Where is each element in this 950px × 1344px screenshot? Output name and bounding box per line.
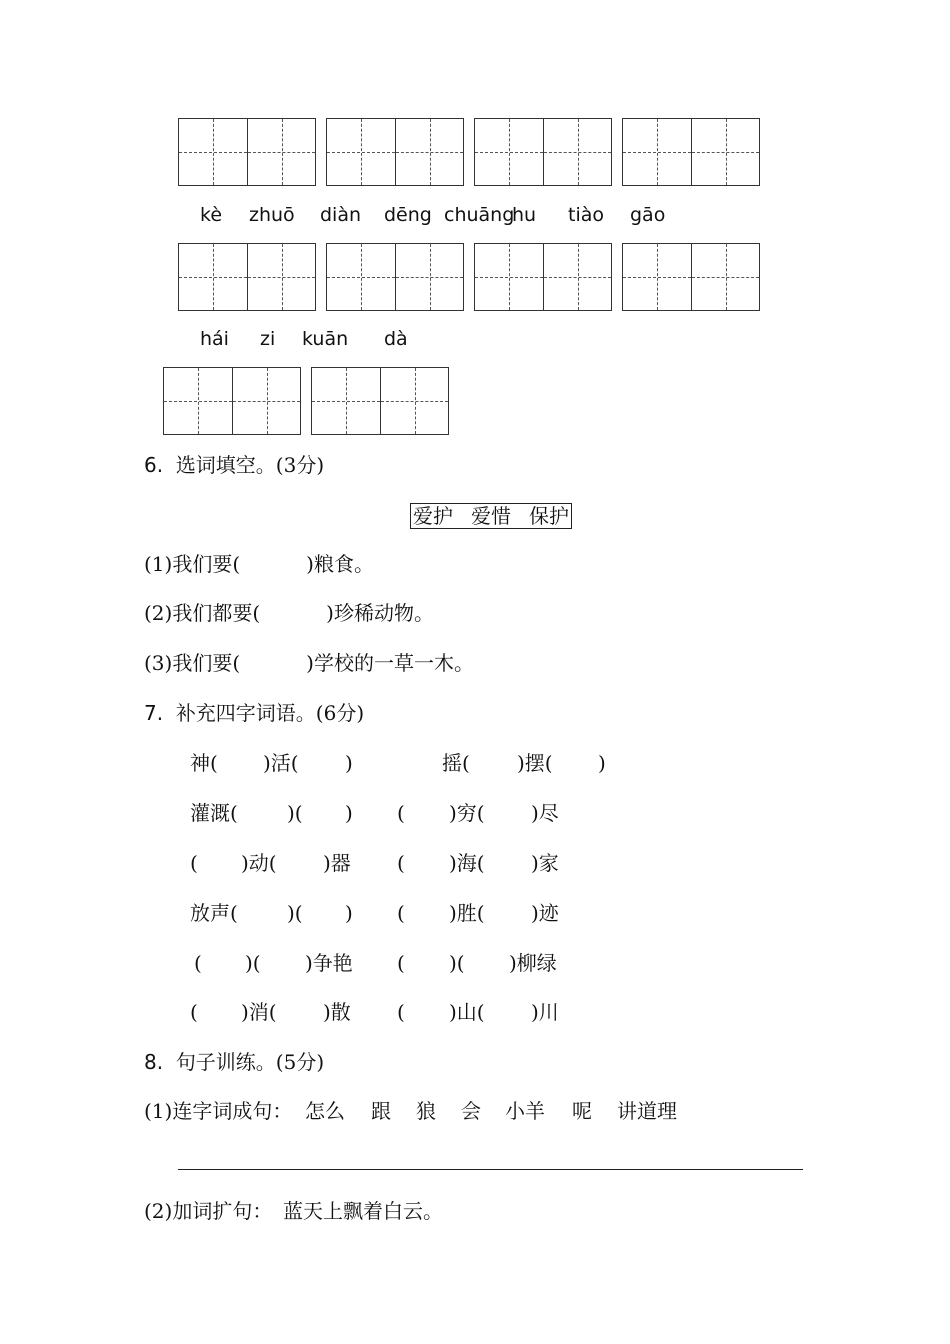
idiom-part: )活( [263, 751, 299, 775]
idiom-part: ( [397, 801, 405, 825]
sentence-item-label: (1)连字词成句： [144, 1099, 293, 1123]
idiom-part: )( [287, 801, 303, 825]
writing-grid[interactable] [178, 118, 316, 186]
word-token: 小羊 [505, 1099, 545, 1123]
pinyin-label: diàn [320, 204, 362, 226]
word-option: 爱惜 [471, 504, 511, 528]
writing-grid[interactable] [163, 367, 301, 435]
question-number: 7. [144, 701, 164, 725]
question-6-heading [144, 453, 324, 477]
idiom-part: ( [190, 1000, 198, 1024]
word-token: 会 [461, 1099, 481, 1123]
fill-blank-item [144, 601, 434, 625]
idiom-part: )器 [323, 851, 351, 875]
question-title: 选词填空。(3分) [175, 453, 325, 477]
item-prefix: (2)我们都要( [144, 601, 261, 625]
idiom-part: 放声( [190, 901, 238, 925]
idiom-part: )( [287, 901, 303, 925]
idiom-part: ( [194, 951, 202, 975]
word-option: 爱护 [413, 504, 453, 528]
idiom-part: )争艳 [305, 951, 353, 975]
idiom-part: ) [598, 751, 606, 775]
item-prefix: (1)我们要( [144, 552, 241, 576]
fill-blank-item [144, 552, 374, 576]
pinyin-label: chuāng [444, 204, 515, 226]
idiom-part: )柳绿 [509, 951, 557, 975]
word-choice-box [410, 503, 572, 529]
writing-grid[interactable] [474, 243, 612, 311]
writing-grid[interactable] [474, 118, 612, 186]
writing-grid[interactable] [311, 367, 449, 435]
pinyin-label: zhuō [249, 204, 295, 226]
idiom-part: 灌溉( [190, 801, 238, 825]
idiom-part: 神( [190, 751, 218, 775]
idiom-part: ) [345, 901, 353, 925]
answer-line[interactable] [178, 1169, 803, 1170]
idiom-part: ) [345, 751, 353, 775]
question-8-heading [144, 1050, 324, 1074]
pinyin-label: kè [200, 204, 223, 226]
pinyin-label: kuān [302, 328, 349, 350]
idiom-part: ( [397, 901, 405, 925]
writing-grid[interactable] [622, 243, 760, 311]
item-suffix: )珍稀动物。 [326, 601, 434, 625]
pinyin-label: hu [512, 204, 537, 226]
writing-grid[interactable] [326, 118, 464, 186]
word-token: 狼 [416, 1099, 436, 1123]
idiom-part: )胜( [449, 901, 485, 925]
pinyin-label: tiào [568, 204, 604, 226]
item-suffix: )学校的一草一木。 [306, 651, 474, 675]
idiom-part: )川 [531, 1000, 559, 1024]
idiom-part: )穷( [449, 801, 485, 825]
item-prefix: (3)我们要( [144, 651, 241, 675]
idiom-part: )山( [449, 1000, 485, 1024]
question-7-heading [144, 701, 364, 725]
pinyin-label: hái [200, 328, 229, 350]
idiom-part: )家 [531, 851, 559, 875]
idiom-part: )海( [449, 851, 485, 875]
writing-grid[interactable] [326, 243, 464, 311]
idiom-part: )( [245, 951, 261, 975]
question-number: 6. [144, 453, 164, 477]
question-title: 句子训练。(5分) [175, 1050, 325, 1074]
pinyin-label: gāo [630, 204, 666, 226]
fill-blank-item [144, 651, 474, 675]
idiom-part: ( [397, 951, 405, 975]
question-title: 补充四字词语。(6分) [175, 701, 365, 725]
idiom-part: )动( [241, 851, 277, 875]
word-token: 呢 [572, 1099, 592, 1123]
pinyin-label: zi [260, 328, 276, 350]
word-token: 讲道理 [617, 1099, 677, 1123]
sentence-item-label: (2)加词扩句： [144, 1199, 273, 1223]
word-token: 怎么 [305, 1099, 345, 1123]
sentence-item-text: 蓝天上飘着白云。 [283, 1199, 443, 1223]
word-option: 保护 [529, 504, 569, 528]
idiom-part: )迹 [531, 901, 559, 925]
idiom-part: )消( [241, 1000, 277, 1024]
idiom-part: ( [397, 851, 405, 875]
item-suffix: )粮食。 [306, 552, 374, 576]
idiom-part: )摆( [517, 751, 553, 775]
question-number: 8. [144, 1050, 164, 1074]
idiom-part: )( [449, 951, 465, 975]
idiom-part: ) [345, 801, 353, 825]
idiom-part: ( [397, 1000, 405, 1024]
writing-grid[interactable] [622, 118, 760, 186]
pinyin-label: dà [384, 328, 408, 350]
idiom-part: )尽 [531, 801, 559, 825]
pinyin-label: dēng [384, 204, 432, 226]
idiom-part: )散 [323, 1000, 351, 1024]
word-token: 跟 [371, 1099, 391, 1123]
writing-grid[interactable] [178, 243, 316, 311]
idiom-part: ( [190, 851, 198, 875]
idiom-part: 摇( [442, 751, 470, 775]
